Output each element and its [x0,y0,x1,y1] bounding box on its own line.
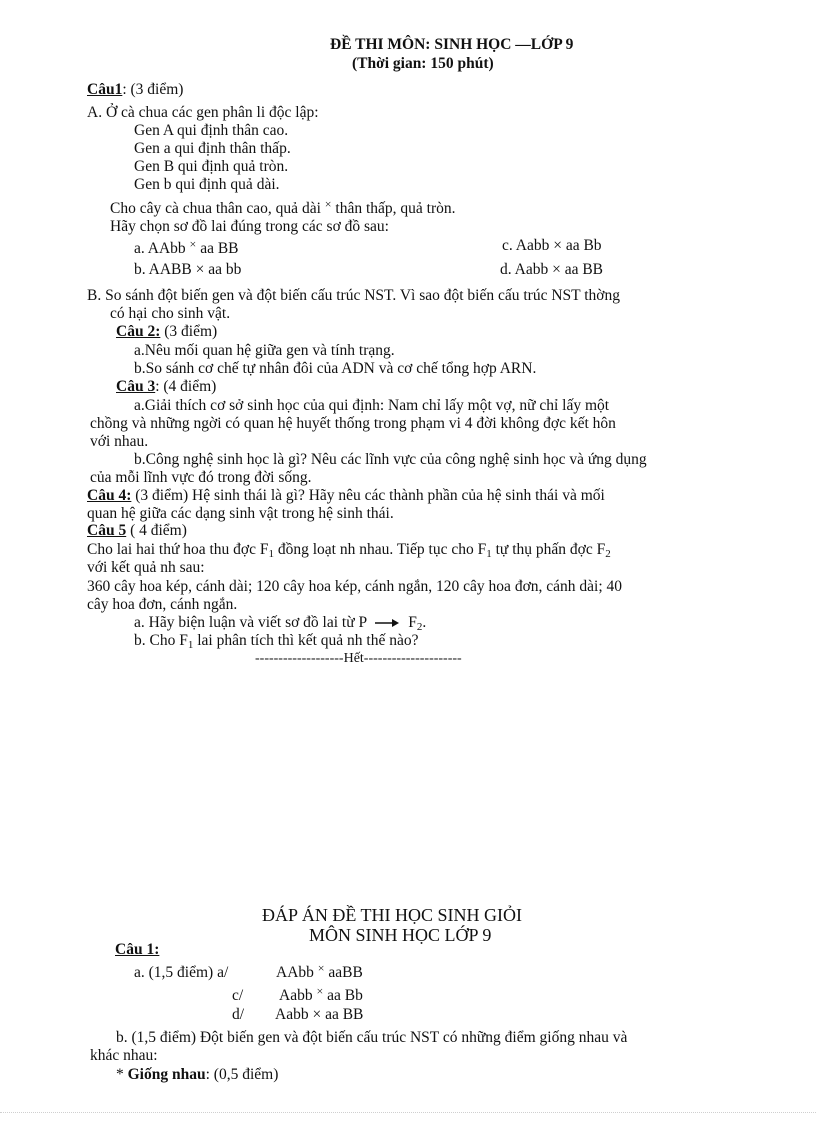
cau2-b: b.So sánh cơ chế tự nhân đôi của ADN và cơ chế tổng hợp ARN. [134,360,537,377]
answer-giong-nhau: * Giống nhau: (0,5 điểm) [116,1066,279,1083]
answer-cau1-label: Câu 1: [115,941,160,958]
cau4-line: Câu 4: (3 điểm) Hệ sinh thái là gì? Hãy nêu các thành phần của hệ sinh thái và mối [87,487,605,504]
cau3-a-line: với nhau. [90,433,149,450]
gene-line: Gen b qui định quả dài. [134,176,280,193]
cau1-points: : (3 điểm) [122,81,184,98]
end-marker: -------------------Hết--------------------- [255,651,462,666]
cau2-a: a.Nêu mối quan hệ giữa gen và tính trạng. [134,342,395,359]
arrow-right-icon [374,618,400,628]
cau1-heading [87,81,183,99]
cau3-b-line: b.Công nghệ sinh học là gì? Nêu các lĩnh vực của công nghệ sinh học và ứng dụng [134,451,647,468]
cau2-heading: Câu 2: (3 điểm) [116,323,218,340]
choose-instruction: Hãy chọn sơ đồ lai đúng trong các sơ đồ sau: [110,218,389,235]
gene-line: Gen a qui định thân thấp. [134,140,291,157]
option-a: a. AAbb × aa BB [134,237,239,257]
option-c: c. Aabb × aa Bb [502,237,602,254]
cau5-line: 360 cây hoa kép, cánh dài; 120 cây hoa kép, cánh ngắn, 120 cây hoa đơn, cánh dài; 40 [87,578,623,595]
cau5-line: Cho lai hai thứ hoa thu đợc F1 đồng loạt nh nhau. Tiếp tục cho F1 tự thụ phấn đợc F2 [87,541,611,560]
cross-statement: Cho cây cà chua thân cao, quả dài × thân thấp, quả tròn. [110,197,456,217]
cau3-b-line: của mỗi lĩnh vực đó trong đời sống. [90,469,312,486]
answer-c-cross: Aabb × aa Bb [279,984,363,1004]
option-d: d. Aabb × aa BB [500,261,604,278]
cau1-b-line: B. So sánh đột biến gen và đột biến cấu trúc NST. Vì sao đột biến cấu trúc NST thờng [87,287,620,304]
exam-title: ĐỀ THI MÔN: SINH HỌC —LỚP 9 [330,36,574,53]
answer-b-line: khác nhau: [90,1047,158,1064]
answer-b-line: b. (1,5 điểm) Đột biến gen và đột biến cấu trúc NST có những điểm giống nhau và [116,1029,628,1046]
option-b: b. AABB × aa bb [134,261,242,278]
cau5-line: cây hoa đơn, cánh ngắn. [87,596,238,613]
answer-d-prefix: d/ [232,1006,245,1023]
cau4-line: quan hệ giữa các dạng sinh vật trong hệ sinh thái. [87,505,394,522]
cau3-label: Câu 3 [116,378,156,395]
gene-line: Gen B qui định quả tròn. [134,158,289,175]
answer-d-cross: Aabb × aa BB [275,1006,364,1023]
answer-a-prefix: a. (1,5 điểm) a/ [134,964,229,981]
cau1-a-intro: A. Ở cà chua các gen phân li độc lập: [87,104,319,121]
answer-c-prefix: c/ [232,987,244,1004]
cau1-label: Câu1 [87,81,123,98]
cau3-heading: Câu 3: (4 điểm) [116,378,217,395]
cau5-label: Câu 5 [87,522,127,539]
cau2-label: Câu 2: [116,323,161,340]
cau5-question-a: a. Hãy biện luận và viết sơ đồ lai từ P F2. [134,614,427,633]
answer-subtitle: MÔN SINH HỌC LỚP 9 [309,925,492,945]
cau3-a-line: a.Giải thích cơ sở sinh học của qui định: Nam chỉ lấy một vợ, nữ chỉ lấy một [134,397,610,414]
exam-time: (Thời gian: 150 phút) [352,55,494,72]
cau1-b-line: có hại cho sinh vật. [110,305,231,322]
cau5-line: với kết quả nh sau: [87,559,205,576]
cau5-question-b: b. Cho F1 lai phân tích thì kết quả nh thế nào? [134,632,419,651]
cau5-heading: Câu 5 ( 4 điểm) [87,522,187,539]
cau4-label: Câu 4: [87,487,132,504]
page-bottom-rule [0,1112,816,1113]
answer-title: ĐÁP ÁN ĐỀ THI HỌC SINH GIỎI [262,905,522,925]
cau3-a-line: chồng và những ngời có quan hệ huyết thống trong phạm vi 4 đời không đợc kết hôn [90,415,616,432]
answer-a-cross: AAbb × aaBB [276,961,363,981]
gene-line: Gen A qui định thân cao. [134,122,289,139]
